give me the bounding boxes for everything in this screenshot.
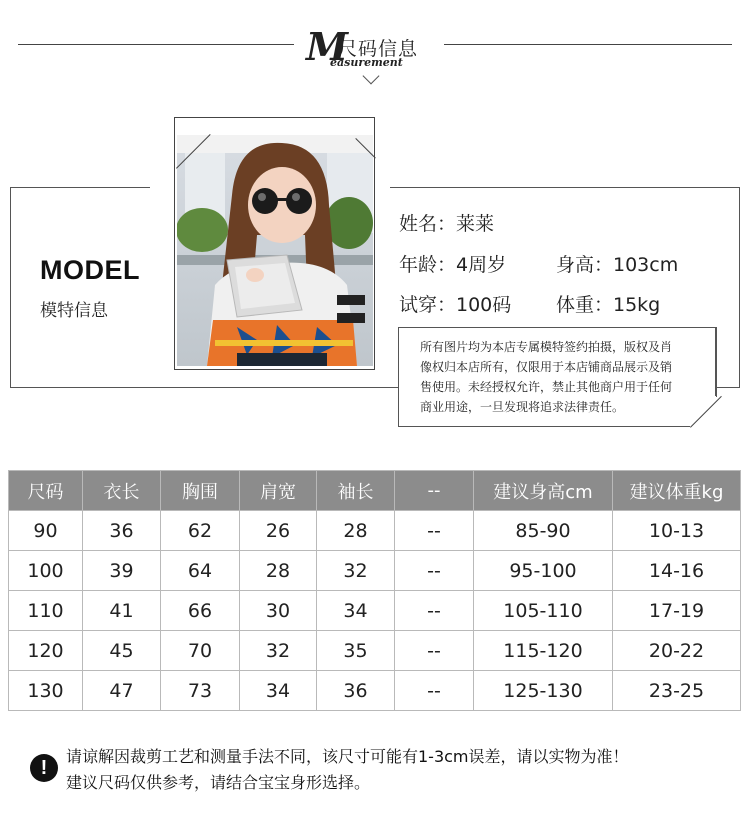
model-photo-illustration bbox=[177, 135, 373, 366]
model-subtitle: 模特信息 bbox=[40, 301, 108, 321]
table-cell: -- bbox=[395, 631, 474, 671]
table-cell: 70 bbox=[161, 631, 240, 671]
table-header-cell: 尺码 bbox=[9, 471, 83, 511]
model-weight: 体重：15kg bbox=[556, 294, 661, 316]
table-cell: 110 bbox=[9, 591, 83, 631]
notice-line: 商业用途，一旦发现将追求法律责任。 bbox=[420, 400, 625, 414]
section-header bbox=[306, 24, 446, 76]
table-cell: 85-90 bbox=[474, 511, 613, 551]
table-cell: 66 bbox=[161, 591, 240, 631]
table-cell: 30 bbox=[240, 591, 317, 631]
table-cell: 62 bbox=[161, 511, 240, 551]
model-height: 身高：103cm bbox=[556, 254, 679, 276]
header-rule-right bbox=[444, 44, 732, 45]
table-cell: 64 bbox=[161, 551, 240, 591]
copyright-notice-text bbox=[420, 337, 705, 417]
table-cell: 39 bbox=[83, 551, 161, 591]
table-cell: 41 bbox=[83, 591, 161, 631]
table-cell: 95-100 bbox=[474, 551, 613, 591]
header-rule-left bbox=[18, 44, 294, 45]
table-cell: 28 bbox=[240, 551, 317, 591]
table-cell: -- bbox=[395, 511, 474, 551]
table-cell: 10-13 bbox=[613, 511, 741, 551]
table-header-cell: 衣长 bbox=[83, 471, 161, 511]
table-cell: 90 bbox=[9, 511, 83, 551]
table-cell: 100 bbox=[9, 551, 83, 591]
header-initial: M bbox=[306, 24, 349, 69]
table-cell: 34 bbox=[317, 591, 395, 631]
table-header-row bbox=[9, 471, 741, 511]
table-cell: 32 bbox=[317, 551, 395, 591]
table-cell: 130 bbox=[9, 671, 83, 711]
table-cell: 32 bbox=[240, 631, 317, 671]
model-photo bbox=[177, 135, 373, 366]
table-header-cell: 胸围 bbox=[161, 471, 240, 511]
table-header-cell: 袖长 bbox=[317, 471, 395, 511]
size-table bbox=[8, 470, 741, 711]
notice-line: 像权归本店所有，仅限用于本店铺商品展示及销 bbox=[420, 360, 673, 374]
table-header-cell: 肩宽 bbox=[240, 471, 317, 511]
table-cell: 26 bbox=[240, 511, 317, 551]
table-cell: -- bbox=[395, 551, 474, 591]
table-header-cell: 建议体重kg bbox=[613, 471, 741, 511]
exclamation-icon: ! bbox=[30, 754, 58, 782]
table-cell: -- bbox=[395, 671, 474, 711]
model-age: 年龄：4周岁 bbox=[399, 254, 507, 276]
table-cell: 36 bbox=[317, 671, 395, 711]
model-title: MODEL bbox=[40, 255, 140, 285]
table-cell: 34 bbox=[240, 671, 317, 711]
model-name: 姓名：莱莱 bbox=[399, 213, 495, 235]
table-row bbox=[9, 551, 741, 591]
table-cell: 120 bbox=[9, 631, 83, 671]
table-cell: 35 bbox=[317, 631, 395, 671]
header-title-cn: 尺码信息 bbox=[338, 38, 419, 60]
notice-line: 所有图片均为本店专属模特签约拍摄，版权及肖 bbox=[420, 340, 673, 354]
table-row bbox=[9, 671, 741, 711]
table-cell: 14-16 bbox=[613, 551, 741, 591]
table-cell: -- bbox=[395, 591, 474, 631]
table-row bbox=[9, 631, 741, 671]
table-row bbox=[9, 591, 741, 631]
notice-corner-edge bbox=[716, 327, 717, 397]
table-cell: 36 bbox=[83, 511, 161, 551]
table-cell: 17-19 bbox=[613, 591, 741, 631]
footer-note-line1: 请谅解因裁剪工艺和测量手法不同，该尺寸可能有1-3cm误差，请以实物为准！ bbox=[66, 747, 629, 766]
table-cell: 28 bbox=[317, 511, 395, 551]
header-title-en: easurement bbox=[330, 56, 403, 69]
table-header-cell: -- bbox=[395, 471, 474, 511]
table-header-cell: 建议身高cm bbox=[474, 471, 613, 511]
table-cell: 115-120 bbox=[474, 631, 613, 671]
notice-line: 售使用。未经授权允许，禁止其他商户用于任何 bbox=[420, 380, 673, 394]
table-cell: 105-110 bbox=[474, 591, 613, 631]
model-trial-size: 试穿：100码 bbox=[399, 294, 512, 316]
footer-note-line2: 建议尺码仅供参考，请结合宝宝身形选择。 bbox=[66, 773, 371, 792]
table-cell: 23-25 bbox=[613, 671, 741, 711]
table-row bbox=[9, 511, 741, 551]
table-cell: 47 bbox=[83, 671, 161, 711]
table-cell: 73 bbox=[161, 671, 240, 711]
table-cell: 20-22 bbox=[613, 631, 741, 671]
table-cell: 125-130 bbox=[474, 671, 613, 711]
table-cell: 45 bbox=[83, 631, 161, 671]
